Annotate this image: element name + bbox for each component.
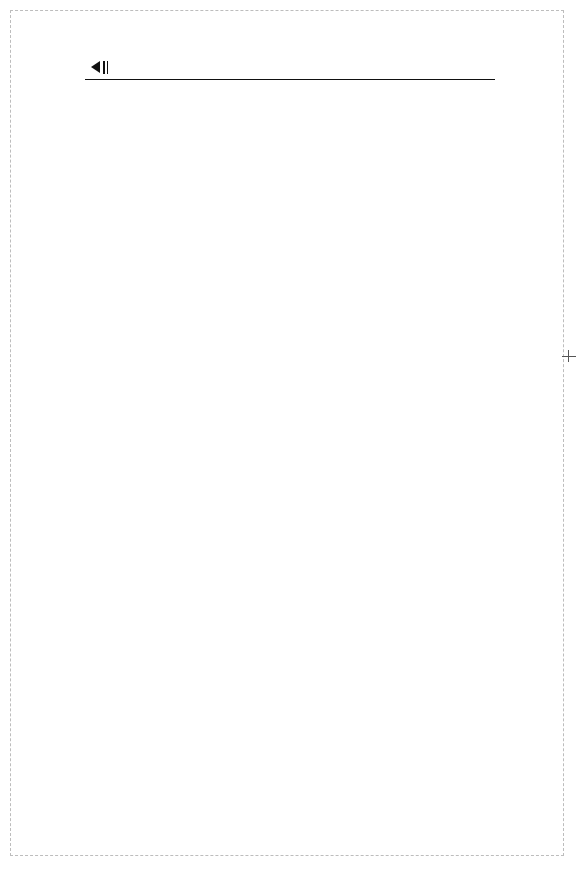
bar-icon [107, 61, 108, 74]
header-rule [85, 79, 495, 80]
bar-icon [103, 61, 105, 74]
crop-mark [562, 356, 576, 357]
triangle-left-icon [91, 61, 100, 73]
running-header [85, 56, 495, 78]
page-border [10, 10, 564, 856]
part-heading [86, 212, 490, 232]
crop-mark-vertical [568, 350, 569, 362]
